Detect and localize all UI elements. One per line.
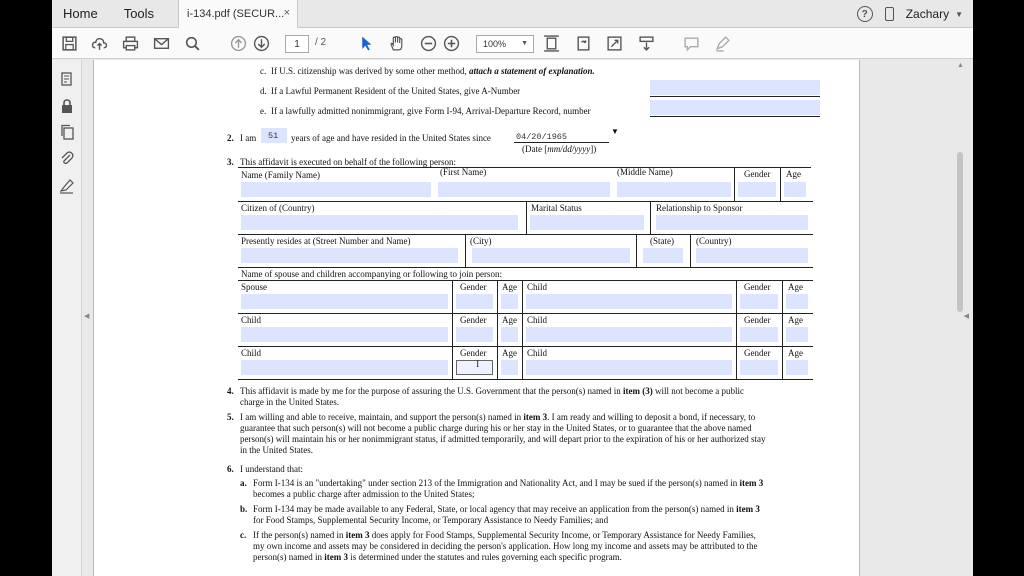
item1c-label: c.	[260, 66, 267, 76]
scroll-up-icon[interactable]: ▲	[957, 62, 964, 69]
help-icon[interactable]: ?	[857, 6, 873, 22]
document-tab[interactable]	[178, 0, 298, 28]
child1-gender-field[interactable]	[740, 294, 778, 309]
row2-gender2-label: Gender	[744, 315, 771, 325]
child5-age-field[interactable]	[786, 360, 808, 375]
attachment-icon[interactable]	[59, 150, 75, 166]
item2-pre: I am	[240, 133, 257, 143]
tools-tab[interactable]: Tools	[123, 6, 155, 21]
full-screen-icon[interactable]	[605, 34, 624, 53]
table-line	[650, 201, 651, 235]
top-nav	[52, 0, 973, 28]
child2-age-field[interactable]	[501, 327, 518, 342]
residence-date-value: 04/20/1965	[516, 132, 568, 142]
fit-page-icon[interactable]	[542, 34, 561, 53]
user-menu-chevron-icon[interactable]: ▼	[955, 9, 963, 19]
spouse-field[interactable]	[241, 294, 448, 309]
row1-gender-label: Gender	[460, 282, 487, 292]
row3-age-label: Age	[502, 348, 517, 358]
previous-page-icon[interactable]	[229, 34, 248, 53]
item1c-text: If U.S. citizenship was derived by some other method, attach a statement of explanation.	[271, 66, 595, 76]
row1-age2-label: Age	[788, 282, 803, 292]
date-dropdown-icon[interactable]: ▼	[611, 127, 619, 136]
highlight-pen-icon[interactable]	[713, 34, 732, 53]
user-name[interactable]: Zachary	[905, 7, 950, 21]
zoom-out-icon[interactable]	[419, 34, 438, 53]
zoom-value: 100%	[483, 39, 507, 49]
middle-name-field[interactable]	[617, 182, 731, 197]
rotate-page-icon[interactable]	[574, 34, 593, 53]
table-line	[238, 267, 813, 268]
child1-field[interactable]	[526, 294, 732, 309]
child4-label: Child	[241, 348, 262, 358]
row3-gender-label: Gender	[460, 348, 487, 358]
left-rail	[52, 60, 82, 576]
page-thumbnails-icon[interactable]	[59, 71, 75, 87]
row3-gender2-label: Gender	[744, 348, 771, 358]
table-line	[238, 346, 813, 347]
row3-age2-label: Age	[788, 348, 803, 358]
mobile-link-icon[interactable]	[885, 7, 894, 21]
cloud-upload-icon[interactable]	[90, 34, 109, 53]
city-label: (City)	[470, 236, 492, 246]
child4-field[interactable]	[241, 360, 448, 375]
country-field[interactable]	[696, 248, 808, 263]
age-label: Age	[786, 169, 801, 179]
spouse-label: Spouse	[241, 282, 268, 292]
child1-age-field[interactable]	[786, 294, 808, 309]
child2-field[interactable]	[241, 327, 448, 342]
select-cursor-icon[interactable]	[357, 34, 376, 53]
document-tab-title: i-134.pdf (SECUR...	[187, 8, 285, 20]
child5-gender-field[interactable]	[740, 360, 778, 375]
item6-number: 6.	[227, 464, 234, 474]
city-field[interactable]	[472, 248, 630, 263]
child3-age-field[interactable]	[786, 327, 808, 342]
date-hint: (Date [mm/dd/yyyy])	[522, 144, 597, 154]
table-line	[238, 280, 813, 281]
table-line	[238, 379, 813, 380]
item3-text: This affidavit is executed on behalf of the following person:	[240, 157, 457, 167]
close-tab-icon[interactable]: ×	[283, 7, 290, 19]
item5-line2: guarantee that such person(s) will not become a public charge during his or her stay in the United States, or to guarantee that the above named	[240, 423, 752, 433]
item6c-line2: my own income and assets may be considered in deciding the person's application. How long my income and assets may be attributed to the	[253, 541, 758, 551]
zoom-select[interactable]	[476, 35, 534, 53]
table-line	[522, 280, 523, 380]
page-number-input[interactable]: 1	[285, 35, 309, 53]
item5-number: 5.	[227, 412, 234, 422]
item6b-label: b.	[240, 504, 248, 514]
country-label: (Country)	[696, 236, 732, 246]
item6a-line2: becomes a public charge after admission to the United States;	[253, 489, 475, 499]
first-name-field[interactable]	[438, 182, 610, 197]
marital-status-label: Marital Status	[531, 203, 582, 213]
item5-line3: person(s) will maintain his or her nonimmigrant status, if admitted temporarily, and will depart prior to the expiration of his or her authorized stay	[240, 434, 766, 444]
table-line	[238, 234, 813, 235]
save-icon[interactable]	[60, 34, 79, 53]
child5-field[interactable]	[526, 360, 732, 375]
relationship-field[interactable]	[656, 215, 808, 230]
table-line	[465, 234, 466, 268]
lock-icon[interactable]	[59, 98, 75, 114]
item1d-text: If a Lawful Permanent Resident of the United States, give A-Number	[271, 86, 521, 96]
row1-gender2-label: Gender	[744, 282, 771, 292]
scroll-mode-icon[interactable]	[637, 34, 656, 53]
age-field-person[interactable]	[784, 182, 806, 197]
hand-tool-icon[interactable]	[387, 34, 406, 53]
spouse-gender-field[interactable]	[456, 294, 493, 309]
middle-name-label: (Middle Name)	[617, 167, 673, 177]
row2-age-label: Age	[502, 315, 517, 325]
item6a-line1: Form I-134 is an "undertaking" under section 213 of the Immigration and Nationality Act, and I may be sued if the person(s) named in item 3	[253, 478, 764, 488]
table-line	[736, 280, 737, 380]
spouse-age-field[interactable]	[501, 294, 518, 309]
item5-line4: in the United States.	[240, 445, 313, 455]
a-number-underline	[650, 96, 820, 97]
acrobat-window	[52, 0, 973, 576]
table-line	[690, 234, 691, 268]
table-line	[782, 280, 783, 380]
right-panel-toggle-icon[interactable]: ◀	[963, 313, 969, 320]
item4-number: 4.	[227, 386, 234, 396]
print-icon[interactable]	[121, 34, 140, 53]
spouse-header: Name of spouse and children accompanying or following to join person:	[241, 269, 502, 279]
next-page-icon[interactable]	[252, 34, 271, 53]
street-field[interactable]	[241, 248, 458, 263]
child4-age-field[interactable]	[501, 360, 518, 375]
pdf-page	[93, 60, 860, 576]
i94-number-underline	[650, 116, 820, 117]
row1-age-label: Age	[502, 282, 517, 292]
item2-number: 2.	[227, 133, 234, 143]
child3-gender-field[interactable]	[740, 327, 778, 342]
marital-status-field[interactable]	[530, 215, 644, 230]
item6c-line3: person(s) named in item 3 is determined under the statutes and rules governing each specific program.	[253, 552, 622, 562]
item6b-line1: Form I-134 may be made available to any Federal, State, or local agency that may receive an application from the person(s) named in item 3	[253, 504, 760, 514]
child3-field[interactable]	[526, 327, 732, 342]
zoom-in-icon[interactable]	[442, 34, 461, 53]
toolbar	[52, 28, 973, 59]
item4-line1: This affidavit is made by me for the purpose of assuring the U.S. Government that the person(s) named in item (3) will not become a public	[240, 386, 744, 396]
comment-icon[interactable]	[682, 34, 701, 53]
table-line	[497, 280, 498, 380]
search-icon[interactable]	[183, 34, 202, 53]
child4-gender-field[interactable]	[456, 360, 493, 375]
table-line	[238, 313, 813, 314]
gender-field[interactable]	[738, 182, 776, 197]
gender-label: Gender	[744, 169, 771, 179]
family-name-label: Name (Family Name)	[241, 170, 320, 180]
age-value: 51	[268, 131, 279, 141]
item6-text: I understand that:	[240, 464, 303, 474]
citizen-field[interactable]	[241, 215, 518, 230]
sign-icon[interactable]	[59, 178, 75, 194]
item5-line1: I am willing and able to receive, maintain, and support the person(s) named in item 3. I am ready and willing to deposit a bond, if necessary, to	[240, 412, 756, 422]
text-cursor-icon: I	[476, 359, 480, 370]
zoom-chevron-down-icon: ▼	[521, 40, 528, 47]
state-field[interactable]	[643, 248, 683, 263]
table-line	[526, 201, 527, 235]
item6a-label: a.	[240, 478, 247, 488]
item6b-line2: for Food Stamps, Supplemental Security Income, or Temporary Assistance to Needy Families; and	[253, 515, 609, 525]
row2-child-label: Child	[527, 315, 548, 325]
resides-label: Presently resides at (Street Number and Name)	[241, 236, 411, 246]
first-name-label: (First Name)	[440, 167, 487, 177]
item1e-label: e.	[260, 106, 267, 116]
item6c-line1: If the person(s) named in item 3 does apply for Food Stamps, Supplemental Security Income, or Temporary Assistance for Needy Families,	[253, 530, 756, 540]
row1-child-label: Child	[527, 282, 548, 292]
item2-post: years of age and have resided in the United States since	[291, 133, 491, 143]
family-name-field[interactable]	[241, 182, 431, 197]
table-line	[636, 234, 637, 268]
item1d-label: d.	[260, 86, 267, 96]
left-panel-toggle-icon[interactable]: ◀	[84, 313, 90, 320]
row2-age2-label: Age	[788, 315, 803, 325]
state-label: (State)	[650, 236, 674, 246]
home-tab[interactable]: Home	[63, 6, 98, 21]
table-line	[238, 167, 811, 168]
a-number-field[interactable]	[650, 80, 820, 95]
email-icon[interactable]	[152, 34, 171, 53]
scroll-thumb[interactable]	[957, 152, 963, 312]
relationship-label: Relationship to Sponsor	[656, 203, 743, 213]
citizen-label: Citizen of (Country)	[241, 203, 315, 213]
child2-gender-field[interactable]	[456, 327, 493, 342]
item4-line2: charge in the United States.	[240, 397, 340, 407]
child2-label: Child	[241, 315, 262, 325]
item3-number: 3.	[227, 157, 234, 167]
page-total: / 2	[315, 37, 327, 48]
item6c-label: c.	[240, 530, 247, 540]
table-line	[452, 280, 453, 380]
i94-number-field[interactable]	[650, 100, 820, 115]
date-underline	[514, 142, 609, 143]
table-line	[780, 167, 781, 201]
table-line	[734, 167, 735, 201]
item1e-text: If a lawfully admitted nonimmigrant, give Form I-94, Arrival-Departure Record, number	[271, 106, 591, 116]
copy-pages-icon[interactable]	[59, 124, 75, 140]
row2-gender-label: Gender	[460, 315, 487, 325]
row3-child-label: Child	[527, 348, 548, 358]
